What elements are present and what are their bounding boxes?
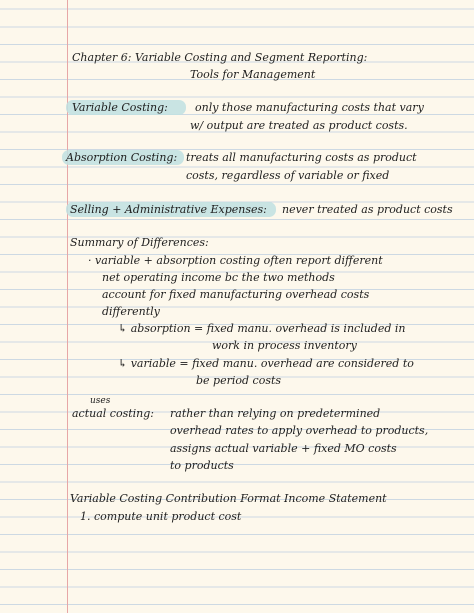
summary-absorption-line2: work in process inventory <box>212 339 357 352</box>
summary-bullet-line1: · variable + absorption costing often report different <box>88 254 383 267</box>
variable-costing-def-line1: only those manufacturing costs that vary <box>195 101 424 114</box>
actual-costing-def-line3: assigns actual variable + fixed MO costs <box>170 442 397 455</box>
actual-costing-def-line2: overhead rates to apply overhead to products, <box>170 424 429 437</box>
summary-bullet-line3: account for fixed manufacturing overhead costs <box>102 288 370 301</box>
variable-costing-term: Variable Costing: <box>72 101 168 114</box>
selling-admin-term: Selling + Administrative Expenses: <box>70 203 267 216</box>
summary-variable-line2: be period costs <box>196 374 282 387</box>
summary-heading: Summary of Differences: <box>70 236 209 249</box>
selling-admin-def: never treated as product costs <box>282 203 453 216</box>
summary-variable-line1: ↳ variable = fixed manu. overhead are considered to <box>118 357 414 370</box>
summary-bullet-line2: net operating income bc the two methods <box>102 271 335 284</box>
actual-costing-def-line1: rather than relying on predetermined <box>170 407 381 420</box>
actual-costing-insert: uses <box>90 396 111 406</box>
absorption-costing-def-line1: treats all manufacturing costs as product <box>186 151 417 164</box>
summary-bullet-line4: differently <box>102 305 160 318</box>
chapter-title: Chapter 6: Variable Costing and Segment Reporting: <box>72 51 368 64</box>
absorption-costing-term: Absorption Costing: <box>66 151 178 164</box>
actual-costing-def-line4: to products <box>170 459 234 472</box>
contribution-format-step1: 1. compute unit product cost <box>80 510 242 523</box>
actual-costing-term: actual costing: <box>72 407 154 420</box>
chapter-subtitle: Tools for Management <box>190 68 316 81</box>
margin-line <box>67 0 68 613</box>
absorption-costing-def-line2: costs, regardless of variable or fixed <box>186 169 390 182</box>
contribution-format-heading: Variable Costing Contribution Format Income Statement <box>70 492 387 505</box>
variable-costing-def-line2: w/ output are treated as product costs. <box>190 119 408 132</box>
summary-absorption-line1: ↳ absorption = fixed manu. overhead is included in <box>118 322 406 335</box>
